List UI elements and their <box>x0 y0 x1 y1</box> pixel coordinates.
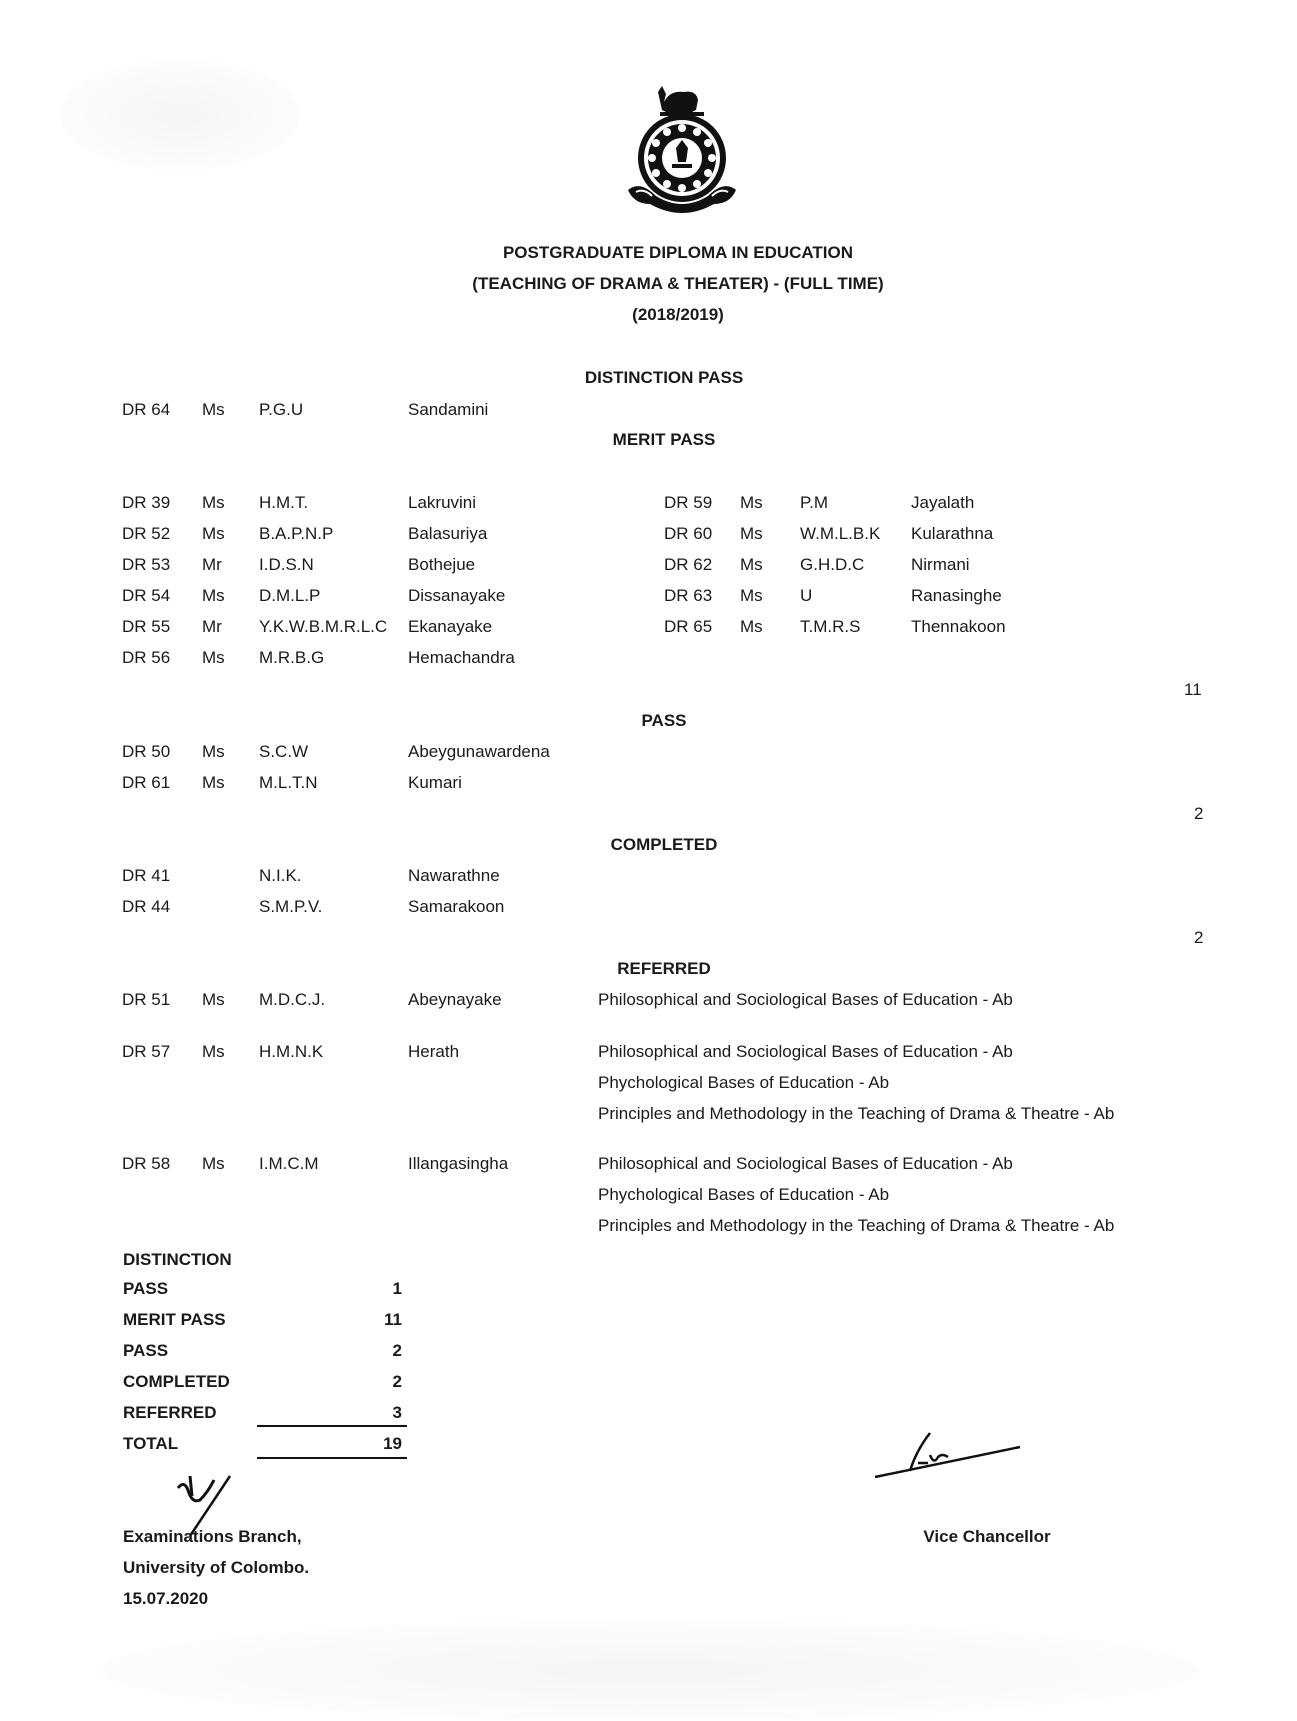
student-name: Kumari <box>408 773 462 792</box>
student-title: Ms <box>740 586 763 605</box>
student-initials: N.I.K. <box>259 866 302 885</box>
student-id: DR 54 <box>122 586 171 605</box>
scan-smudge <box>100 1620 1200 1720</box>
completed-count: 2 <box>1194 928 1204 947</box>
student-id: DR 57 <box>122 1042 171 1061</box>
student-initials: M.R.B.G <box>259 648 325 667</box>
student-name: Bothejue <box>408 555 476 574</box>
student-name: Dissanayake <box>408 586 506 605</box>
document-title-line3: (2018/2019) <box>632 305 724 324</box>
student-initials: B.A.P.N.P <box>259 524 334 543</box>
student-name: Jayalath <box>911 493 975 512</box>
student-title: Ms <box>202 742 225 761</box>
student-initials: I.M.C.M <box>259 1154 319 1173</box>
section-heading-pass: PASS <box>641 711 687 730</box>
student-title: Ms <box>202 1154 225 1173</box>
student-id: DR 61 <box>122 773 171 792</box>
student-initials: M.L.T.N <box>259 773 318 792</box>
student-id: DR 39 <box>122 493 171 512</box>
student-initials: Y.K.W.B.M.R.L.C <box>259 617 388 636</box>
student-initials: S.M.P.V. <box>259 897 323 916</box>
section-heading-merit: MERIT PASS <box>612 430 716 449</box>
student-title: Ms <box>740 617 763 636</box>
referred-subject: Principles and Methodology in the Teaching of Drama & Theatre - Ab <box>598 1104 1115 1123</box>
referred-subject: Philosophical and Sociological Bases of Education - Ab <box>598 1042 1013 1061</box>
issuer-line2: University of Colombo. <box>123 1558 310 1577</box>
referred-subject: Phychological Bases of Education - Ab <box>598 1185 890 1204</box>
student-title: Mr <box>202 617 222 636</box>
student-name: Ekanayake <box>408 617 493 636</box>
student-initials: M.D.C.J. <box>259 990 326 1009</box>
summary-value: 2 <box>392 1372 402 1391</box>
student-name: Samarakoon <box>408 897 505 916</box>
student-title: Ms <box>202 990 225 1009</box>
student-name: Abeynayake <box>408 990 502 1009</box>
student-id: DR 52 <box>122 524 171 543</box>
student-title: Ms <box>202 493 225 512</box>
student-title: Ms <box>740 493 763 512</box>
student-id: DR 63 <box>664 586 713 605</box>
summary-label: DISTINCTION <box>123 1250 232 1269</box>
referred-subject: Principles and Methodology in the Teaching of Drama & Theatre - Ab <box>598 1216 1115 1235</box>
student-name: Ranasinghe <box>911 586 1002 605</box>
student-name: Nawarathne <box>408 866 500 885</box>
student-id: DR 64 <box>122 400 171 419</box>
student-name: Kularathna <box>911 524 994 543</box>
student-initials: I.D.S.N <box>259 555 314 574</box>
pass-count: 2 <box>1194 804 1204 823</box>
student-id: DR 55 <box>122 617 171 636</box>
summary-label: MERIT PASS <box>123 1310 226 1329</box>
summary-label: PASS <box>123 1279 169 1298</box>
student-name: Abeygunawardena <box>408 742 550 761</box>
student-title: Ms <box>202 400 225 419</box>
summary-value: 1 <box>392 1279 402 1298</box>
student-name: Herath <box>408 1042 460 1061</box>
student-initials: U <box>800 586 813 605</box>
student-title: Ms <box>202 524 225 543</box>
document-title-line1: POSTGRADUATE DIPLOMA IN EDUCATION <box>502 243 854 262</box>
issue-date: 15.07.2020 <box>123 1589 209 1608</box>
student-name: Balasuriya <box>408 524 488 543</box>
student-id: DR 60 <box>664 524 713 543</box>
student-id: DR 41 <box>122 866 171 885</box>
student-id: DR 56 <box>122 648 171 667</box>
student-title: Ms <box>202 1042 225 1061</box>
vice-chancellor-signature <box>870 1425 1030 1485</box>
referred-subject: Philosophical and Sociological Bases of Education - Ab <box>598 1154 1013 1173</box>
university-crest-logo <box>600 80 760 220</box>
student-title: Ms <box>740 555 763 574</box>
student-id: DR 62 <box>664 555 713 574</box>
issuer-line1: Examinations Branch, <box>123 1527 302 1546</box>
student-initials: P.G.U <box>259 400 304 419</box>
section-heading-distinction: DISTINCTION PASS <box>584 368 744 387</box>
student-initials: G.H.D.C <box>800 555 865 574</box>
subtotal-rule <box>257 1425 407 1427</box>
student-name: Hemachandra <box>408 648 515 667</box>
summary-value: 11 <box>384 1310 402 1329</box>
student-id: DR 51 <box>122 990 171 1009</box>
student-title: Ms <box>202 648 225 667</box>
student-id: DR 50 <box>122 742 171 761</box>
student-initials: S.C.W <box>259 742 309 761</box>
summary-label: REFERRED <box>123 1403 217 1422</box>
student-id: DR 65 <box>664 617 713 636</box>
merit-count: 11 <box>1184 680 1202 699</box>
summary-label: COMPLETED <box>123 1372 230 1391</box>
summary-label: TOTAL <box>123 1434 179 1453</box>
student-id: DR 44 <box>122 897 171 916</box>
student-name: Lakruvini <box>408 493 477 512</box>
summary-value: 3 <box>392 1403 402 1422</box>
student-initials: H.M.T. <box>259 493 309 512</box>
signatory-title: Vice Chancellor <box>923 1527 1051 1546</box>
summary-label: PASS <box>123 1341 169 1360</box>
student-name: Illangasingha <box>408 1154 509 1173</box>
scan-smudge <box>60 60 300 170</box>
student-name: Sandamini <box>408 400 489 419</box>
student-name: Nirmani <box>911 555 970 574</box>
student-initials: W.M.L.B.K <box>800 524 881 543</box>
document-title-line2: (TEACHING OF DRAMA & THEATER) - (FULL TIME) <box>472 274 884 293</box>
student-initials: H.M.N.K <box>259 1042 324 1061</box>
student-id: DR 53 <box>122 555 171 574</box>
section-heading-completed: COMPLETED <box>610 835 718 854</box>
student-initials: T.M.R.S <box>800 617 861 636</box>
student-id: DR 59 <box>664 493 713 512</box>
student-title: Mr <box>202 555 222 574</box>
student-id: DR 58 <box>122 1154 171 1173</box>
referred-subject: Philosophical and Sociological Bases of Education - Ab <box>598 990 1013 1009</box>
student-initials: P.M <box>800 493 829 512</box>
referred-subject: Phychological Bases of Education - Ab <box>598 1073 890 1092</box>
summary-value: 2 <box>392 1341 402 1360</box>
student-initials: D.M.L.P <box>259 586 321 605</box>
student-title: Ms <box>202 773 225 792</box>
total-rule <box>257 1457 407 1459</box>
section-heading-referred: REFERRED <box>617 959 711 978</box>
summary-value: 19 <box>383 1434 402 1453</box>
student-title: Ms <box>740 524 763 543</box>
student-title: Ms <box>202 586 225 605</box>
student-name: Thennakoon <box>911 617 1006 636</box>
